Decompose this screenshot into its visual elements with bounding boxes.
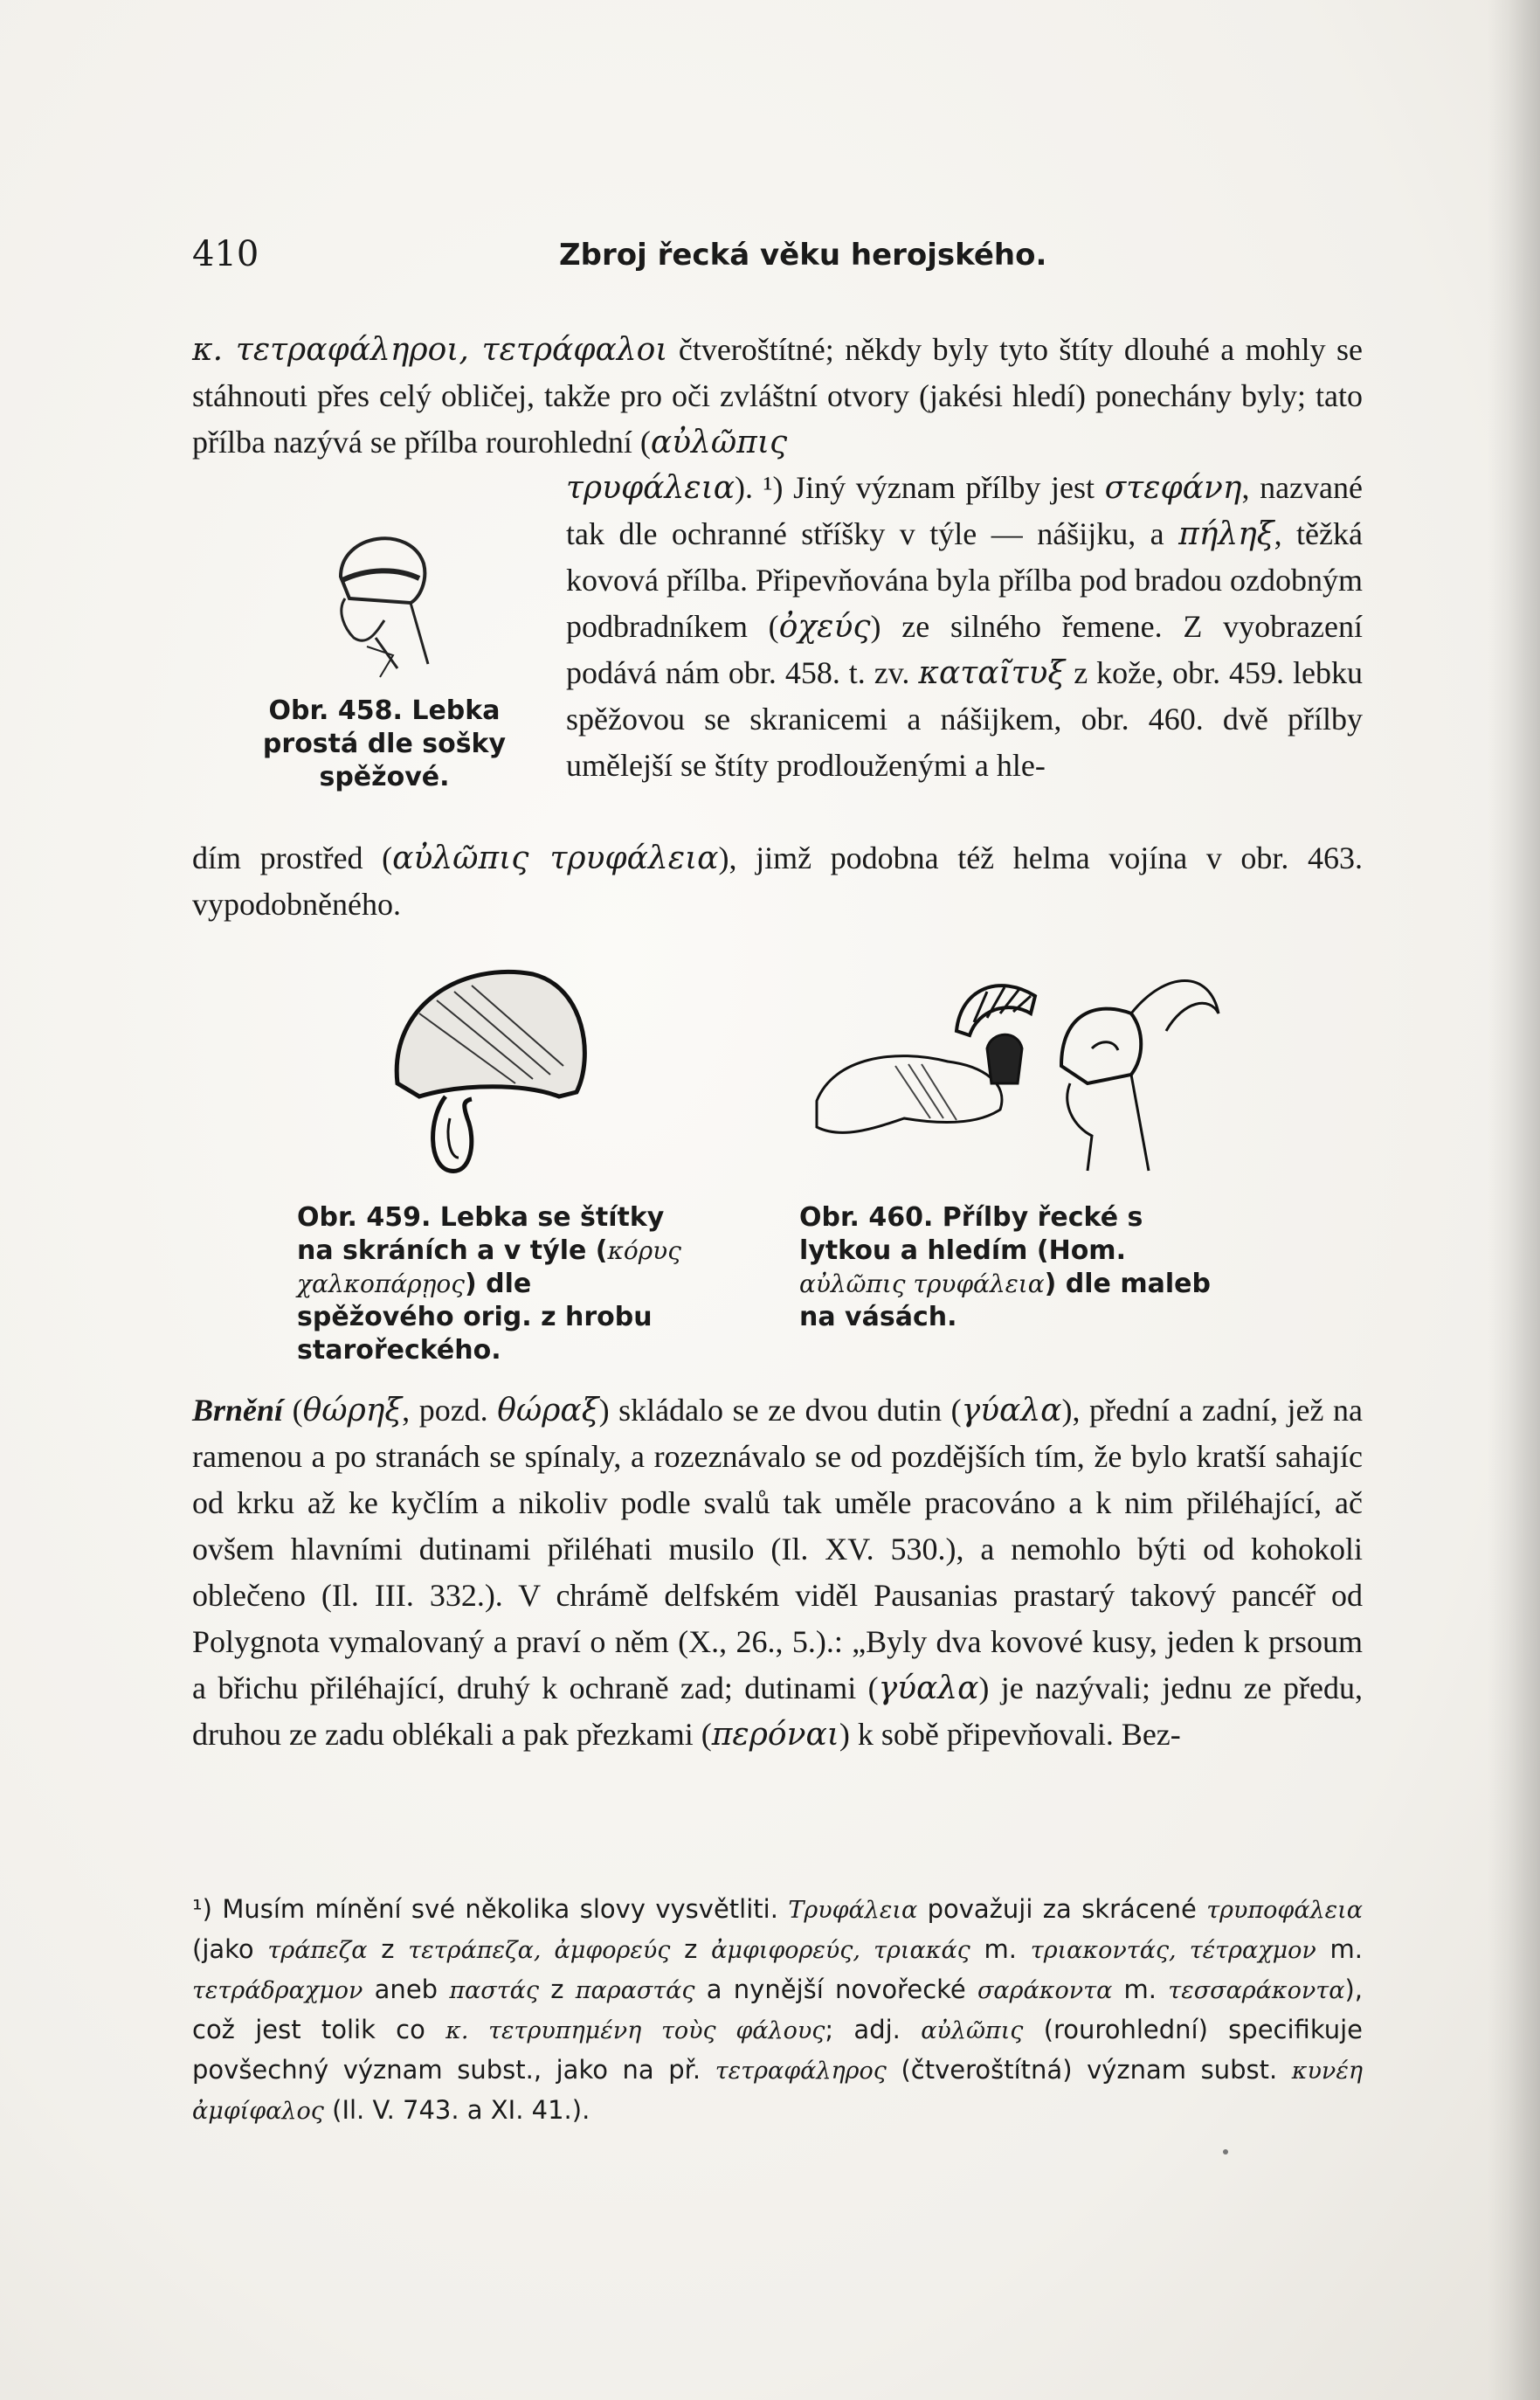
warrior-left-body [817,1056,1002,1133]
page-number: 410 [192,234,259,274]
face-outline [342,598,384,640]
cheek-guard [433,1096,472,1171]
paragraph-1-tail: dím prostřed (αὐλῶπις τρυφάλεια), jimž podobna též helma vojína v obr. 463. vypodobněného. [192,840,1363,922]
warrior-left-armor [895,1064,956,1120]
warrior-right-helmet [1061,1009,1141,1083]
paragraph-1-top: κ. τετραφάληροι, τετράφαλοι čtveroštítné; někdy byly tyto štíty dlouhé a mohly se stáhnouti přes celý obličej, takže pro oči zvláštní otvory (jakési hledí) ponechány byly; tato přílba nazývá se přílba rourohlední (αὐλῶπις [192,332,1364,460]
neck-line [376,603,428,668]
scan-speck [1223,2149,1228,2154]
warrior-right-plume [1131,981,1219,1032]
warrior-left-helmet [987,1034,1022,1083]
paragraph-2: Brnění (θώρηξ, pozd. θώραξ) skládalo se ze dvou dutin (γύαλα), přední a zadní, jež na ramenou a po stranách se spínaly, a rozeznávalo se od pozdějších tím, že bylo kratší sahajíc od krku až ke kyčlím a nikoliv podle svalů tak uměle pracováno a k nim přiléhající, ač ovšem hlavními dutinami přiléhati musilo (Il. XV. 530.), a nemohlo býti od kohokoli oblečeno (Il. III. 332.). V chrámě delfském viděl Pausanias prastarý takový pancéř od Polygnota vymalovaný a praví o něm (X., 26., 5.).: „Byly dva kovové kusy, jeden k prsoum a břichu přiléhající, druhý k ochraně zad; dutinami (γύαλα) je nazývali; jednu ze předu, druhou ze zadu oblékali a pak přezkami (περόναι) k sobě připevňovali. Bez- [192,1393,1363,1753]
running-title: Zbroj řecká věku herojského. [559,238,1047,273]
paragraph-1-wrapped: τρυφάλεια). ¹) Jiný význam přílby jest στεφάνη, nazvané tak dle ochranné stříšky v týle — nášijku, a πήληξ, těžká kovová přílba. Připevňována byla přílba pod bradou ozdobným podbradníkem (ὀχεύς) ze silného řemene. Z vyobrazení podává nám obr. 458. t. zv. καταῖτυξ z kože, obr. 459. lebku spěžovou se skranicemi a nášijkem, obr. 460. dvě přílby umělejší se štíty prodlouženými a hle- [566,470,1364,783]
figure-460-vase-painting-helmets [799,952,1245,1184]
warrior-right-face [1067,1075,1149,1171]
figure-458-helmet-head [314,515,445,686]
figure-459-bronze-helmet [384,952,603,1188]
caption-figure-460: Obr. 460. Přílby řecké s lytkou a hledím (Hom. αὐλῶπις τρυφάλεια) dle maleb na vásách. [799,1202,1211,1332]
caption-figure-458: Obr. 458. Lebka prostá dle sošky spěžové. [262,695,507,792]
chin-strap [367,647,393,677]
caption-figure-459: Obr. 459. Lebka se štítky na skráních a v týle (κόρυς χαλκοπάρῃος) dle spěžového orig. z hrobu starořeckého. [297,1202,681,1366]
page-edge-shadow [1488,0,1540,2400]
page-header [192,234,1363,287]
paragraph-lead-word: Brnění [192,1393,284,1428]
footnote: ¹) Musím mínění své několika slovy vysvětliti. Τρυφάλεια považuji za skrácené τρυποφάλεια (jako τράπεζα z τετράπεζα, ἀμφορεύς z ἀμφιφορεύς, τριακάς m. τριακοντάς, τέτραχμον m. τετράδραχμον aneb παστάς z παραστάς a nynější novořecké σαράκοντα m. τεσσαράκοντα), což jest tolik co κ. τετρυπημένη τοὺς φάλους; adj. αὐλῶπις (rourohlední) specifikuje povšechný význam subst., jako na př. τετραφάληρος (čtveroštítná) význam subst. κυνέη ἀμφίφαλος (Il. V. 743. a XI. 41.). [192,1894,1364,2125]
warrior-right-eyehole [1092,1042,1118,1050]
cheek-guard-inner [448,1118,459,1158]
warrior-left-crest [956,986,1035,1035]
helmet-band [341,571,419,581]
helmet-dome [397,972,584,1096]
